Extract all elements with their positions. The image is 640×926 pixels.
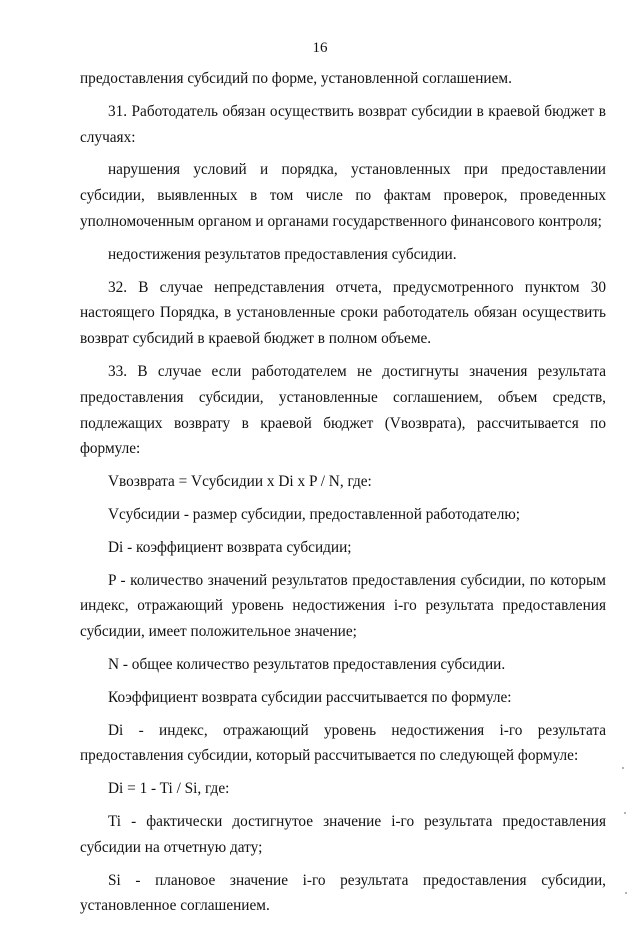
formula-return-volume: Vвозврата = Vсубсидии x Di x P / N, где: — [108, 473, 372, 491]
paragraph-31-case-violation: нарушения условий и порядка, установленных при предоставлении субсидии, выявленных в том числе по фактам проверок, проведенных уполномоченным органом и органами государственного финансового контроля; — [80, 161, 606, 230]
definition-vsubsidy: Vсубсидии - размер субсидии, предоставленной работодателю; — [108, 505, 521, 523]
paragraph-continuation: предоставления субсидий по форме, установленной соглашением. — [80, 70, 512, 87]
scan-speck — [625, 892, 627, 894]
scan-speck — [624, 812, 626, 814]
definition-ti: Ti - фактически достигнутое значение i-го результата предоставления субсидии на отчетную дату; — [80, 812, 606, 856]
definition-si: Si - плановое значение i-го результата предоставления субсидии, установленное соглашением. — [80, 871, 606, 915]
definition-p: P - количество значений результатов предоставления субсидии, по которым индекс, отражающий уровень недостижения i-го результата предоставления субсидии, имеет положительное значение; — [80, 571, 606, 641]
paragraph-31-case-underachievement: недостижения результатов предоставления субсидии. — [108, 245, 457, 263]
paragraph-33: 33. В случае если работодателем не достигнуты значения результата предоставления субсидии, установленные соглашением, объем средств, подлежащих возврату в краевой бюджет (Vвозврата), рассчитывается по формуле: — [80, 362, 606, 458]
scan-speck — [622, 767, 624, 769]
formula-di: Di = 1 - Ti / Si, где: — [108, 780, 230, 798]
definition-n: N - общее количество результатов предоставления субсидии. — [108, 655, 506, 673]
definition-di-index: Di - индекс, отражающий уровень недостижения i-го результата предоставления субсидии, который рассчитывается по следующей формуле: — [80, 721, 606, 765]
document-body — [80, 66, 606, 926]
page-number: 16 — [312, 40, 328, 56]
paragraph-31: 31. Работодатель обязан осуществить возврат субсидии в краевой бюджет в случаях: — [80, 102, 606, 146]
coefficient-intro: Коэффициент возврата субсидии рассчитывается по формуле: — [108, 688, 512, 706]
definition-di: Di - коэффициент возврата субсидии; — [108, 538, 352, 556]
paragraph-32: 32. В случае непредставления отчета, предусмотренного пунктом 30 настоящего Порядка, в установленные сроки работодатель обязан осуществить возврат субсидий в краевой бюджет в полном объеме. — [80, 278, 606, 348]
